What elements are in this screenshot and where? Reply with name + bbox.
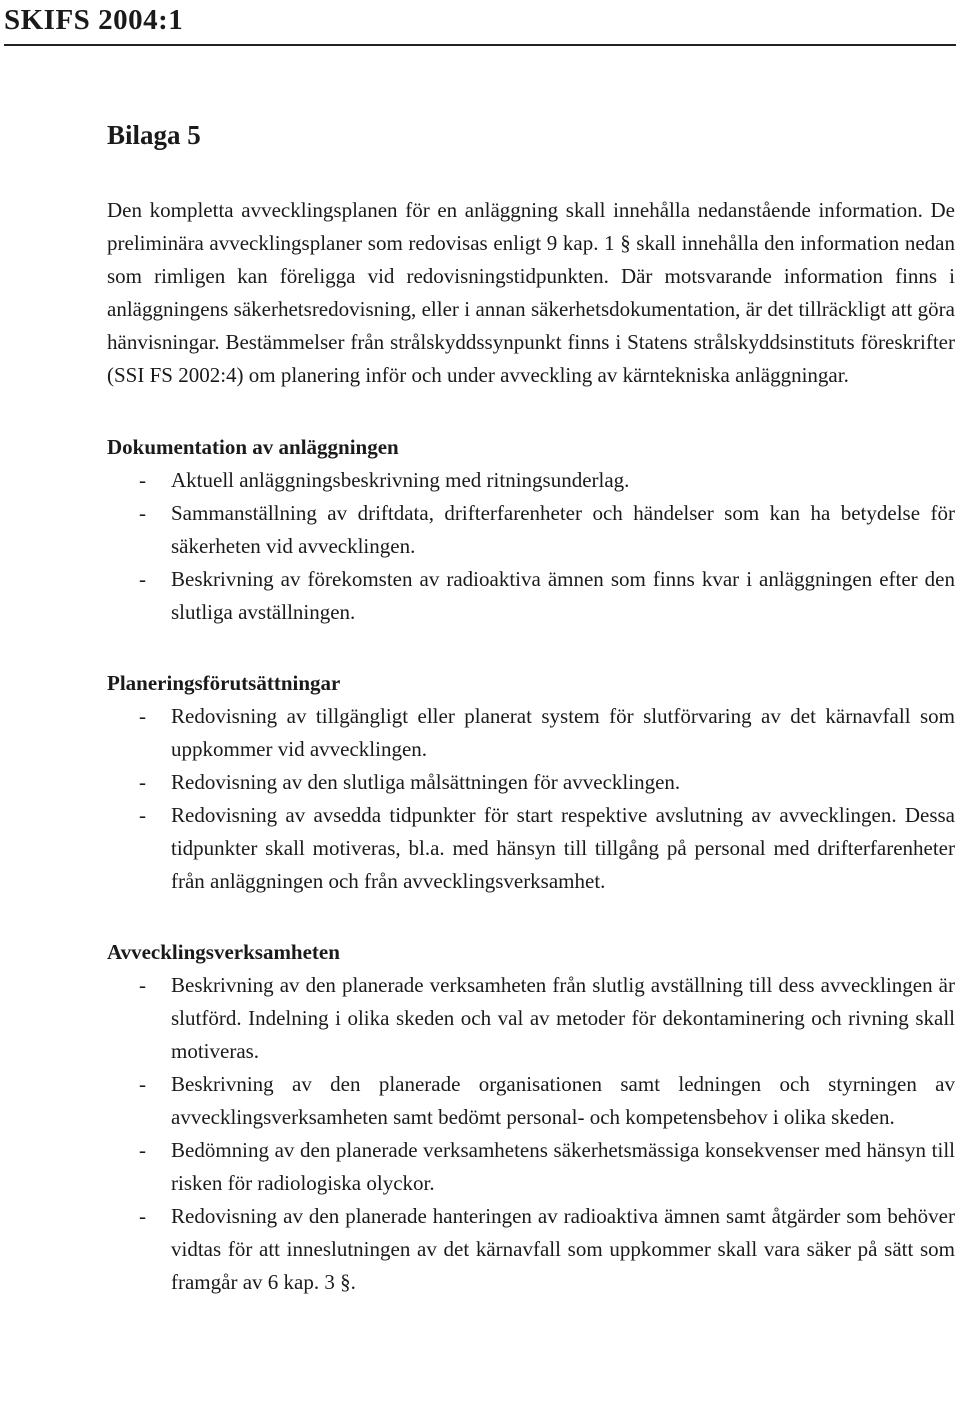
- bullet-dash: -: [139, 803, 146, 827]
- list-item-text: Bedömning av den planerade verksamhetens säkerhetsmässiga konsekvenser med hänsyn till risken för radiologiska olyckor.: [171, 1138, 955, 1195]
- list-item: [107, 799, 955, 898]
- intro-paragraph: Den kompletta avvecklingsplanen för en anläggning skall innehålla nedanstående information. De preliminära avvecklingsplaner som redovisas enligt 9 kap. 1 § skall innehålla den information nedan som rimligen kan föreligga vid redovisningstidpunkten. Där motsvarande information finns i anläggningens säkerhetsredovisning, eller i annan säkerhetsdokumentation, är det tillräckligt att göra hänvisningar. Bestämmelser från strålskyddssynpunkt finns i Statens strålskyddsinstituts föreskrifter (SSI FS 2002:4) om planering inför och under avveckling av kärntekniska anläggningar.: [107, 198, 955, 387]
- list-item: [107, 766, 955, 799]
- list-item-text: Beskrivning av den planerade verksamheten från slutlig avställning till dess avvecklingen är slutförd. Indelning i olika skeden och val av metoder för dekontaminering och rivning skall motiveras.: [171, 973, 955, 1063]
- bullet-dash: -: [139, 1072, 146, 1096]
- list-item: [107, 969, 955, 1068]
- list-item: [107, 497, 955, 563]
- bullet-list: [107, 700, 955, 898]
- bullet-list: [107, 969, 955, 1299]
- list-item-text: Redovisning av den planerade hanteringen av radioaktiva ämnen samt åtgärder som behöver vidtas för att inneslutningen av det kärnavfall som uppkommer skall vara säker på sätt som framgår av 6 kap. 3 §.: [171, 1204, 955, 1294]
- list-item: [107, 1200, 955, 1299]
- section: [107, 431, 955, 629]
- section-heading: Planeringsförutsättningar: [107, 671, 341, 695]
- bullet-dash: -: [139, 770, 146, 794]
- section: [107, 667, 955, 898]
- section-heading: Avvecklingsverksamheten: [107, 940, 340, 964]
- list-item: [107, 700, 955, 766]
- sections-container: [107, 431, 955, 1299]
- bullet-dash: -: [139, 567, 146, 591]
- list-item-text: Beskrivning av förekomsten av radioaktiva ämnen som finns kvar i anläggningen efter den slutliga avställningen.: [171, 567, 955, 624]
- page-body: [107, 118, 955, 1337]
- bullet-list: [107, 464, 955, 629]
- list-item-text: Aktuell anläggningsbeskrivning med ritningsunderlag.: [171, 468, 630, 492]
- bullet-dash: -: [139, 704, 146, 728]
- list-item: [107, 464, 955, 497]
- running-header: [4, 0, 956, 46]
- list-item: [107, 1134, 955, 1200]
- bullet-dash: -: [139, 1204, 146, 1228]
- list-item-text: Redovisning av tillgängligt eller planerat system för slutförvaring av det kärnavfall som uppkommer vid avvecklingen.: [171, 704, 955, 761]
- document-number: SKIFS 2004:1: [4, 4, 184, 36]
- page-title: Bilaga 5: [107, 120, 201, 150]
- list-item-text: Redovisning av avsedda tidpunkter för start respektive avslutning av avvecklingen. Dessa tidpunkter skall motiveras, bl.a. med hänsyn till tillgång på personal med drifterfarenheter från anläggningen och från avvecklingsverksamhet.: [171, 803, 955, 893]
- bullet-dash: -: [139, 501, 146, 525]
- list-item: [107, 563, 955, 629]
- bullet-dash: -: [139, 1138, 146, 1162]
- list-item: [107, 1068, 955, 1134]
- section-heading: Dokumentation av anläggningen: [107, 435, 399, 459]
- list-item-text: Beskrivning av den planerade organisationen samt ledningen och styrningen av avvecklingsverksamheten samt bedömt personal- och kompetensbehov i olika skeden.: [171, 1072, 955, 1129]
- bullet-dash: -: [139, 973, 146, 997]
- bullet-dash: -: [139, 468, 146, 492]
- list-item-text: Redovisning av den slutliga målsättningen för avvecklingen.: [171, 770, 681, 794]
- section: [107, 936, 955, 1299]
- list-item-text: Sammanställning av driftdata, drifterfarenheter och händelser som kan ha betydelse för säkerheten vid avvecklingen.: [171, 501, 955, 558]
